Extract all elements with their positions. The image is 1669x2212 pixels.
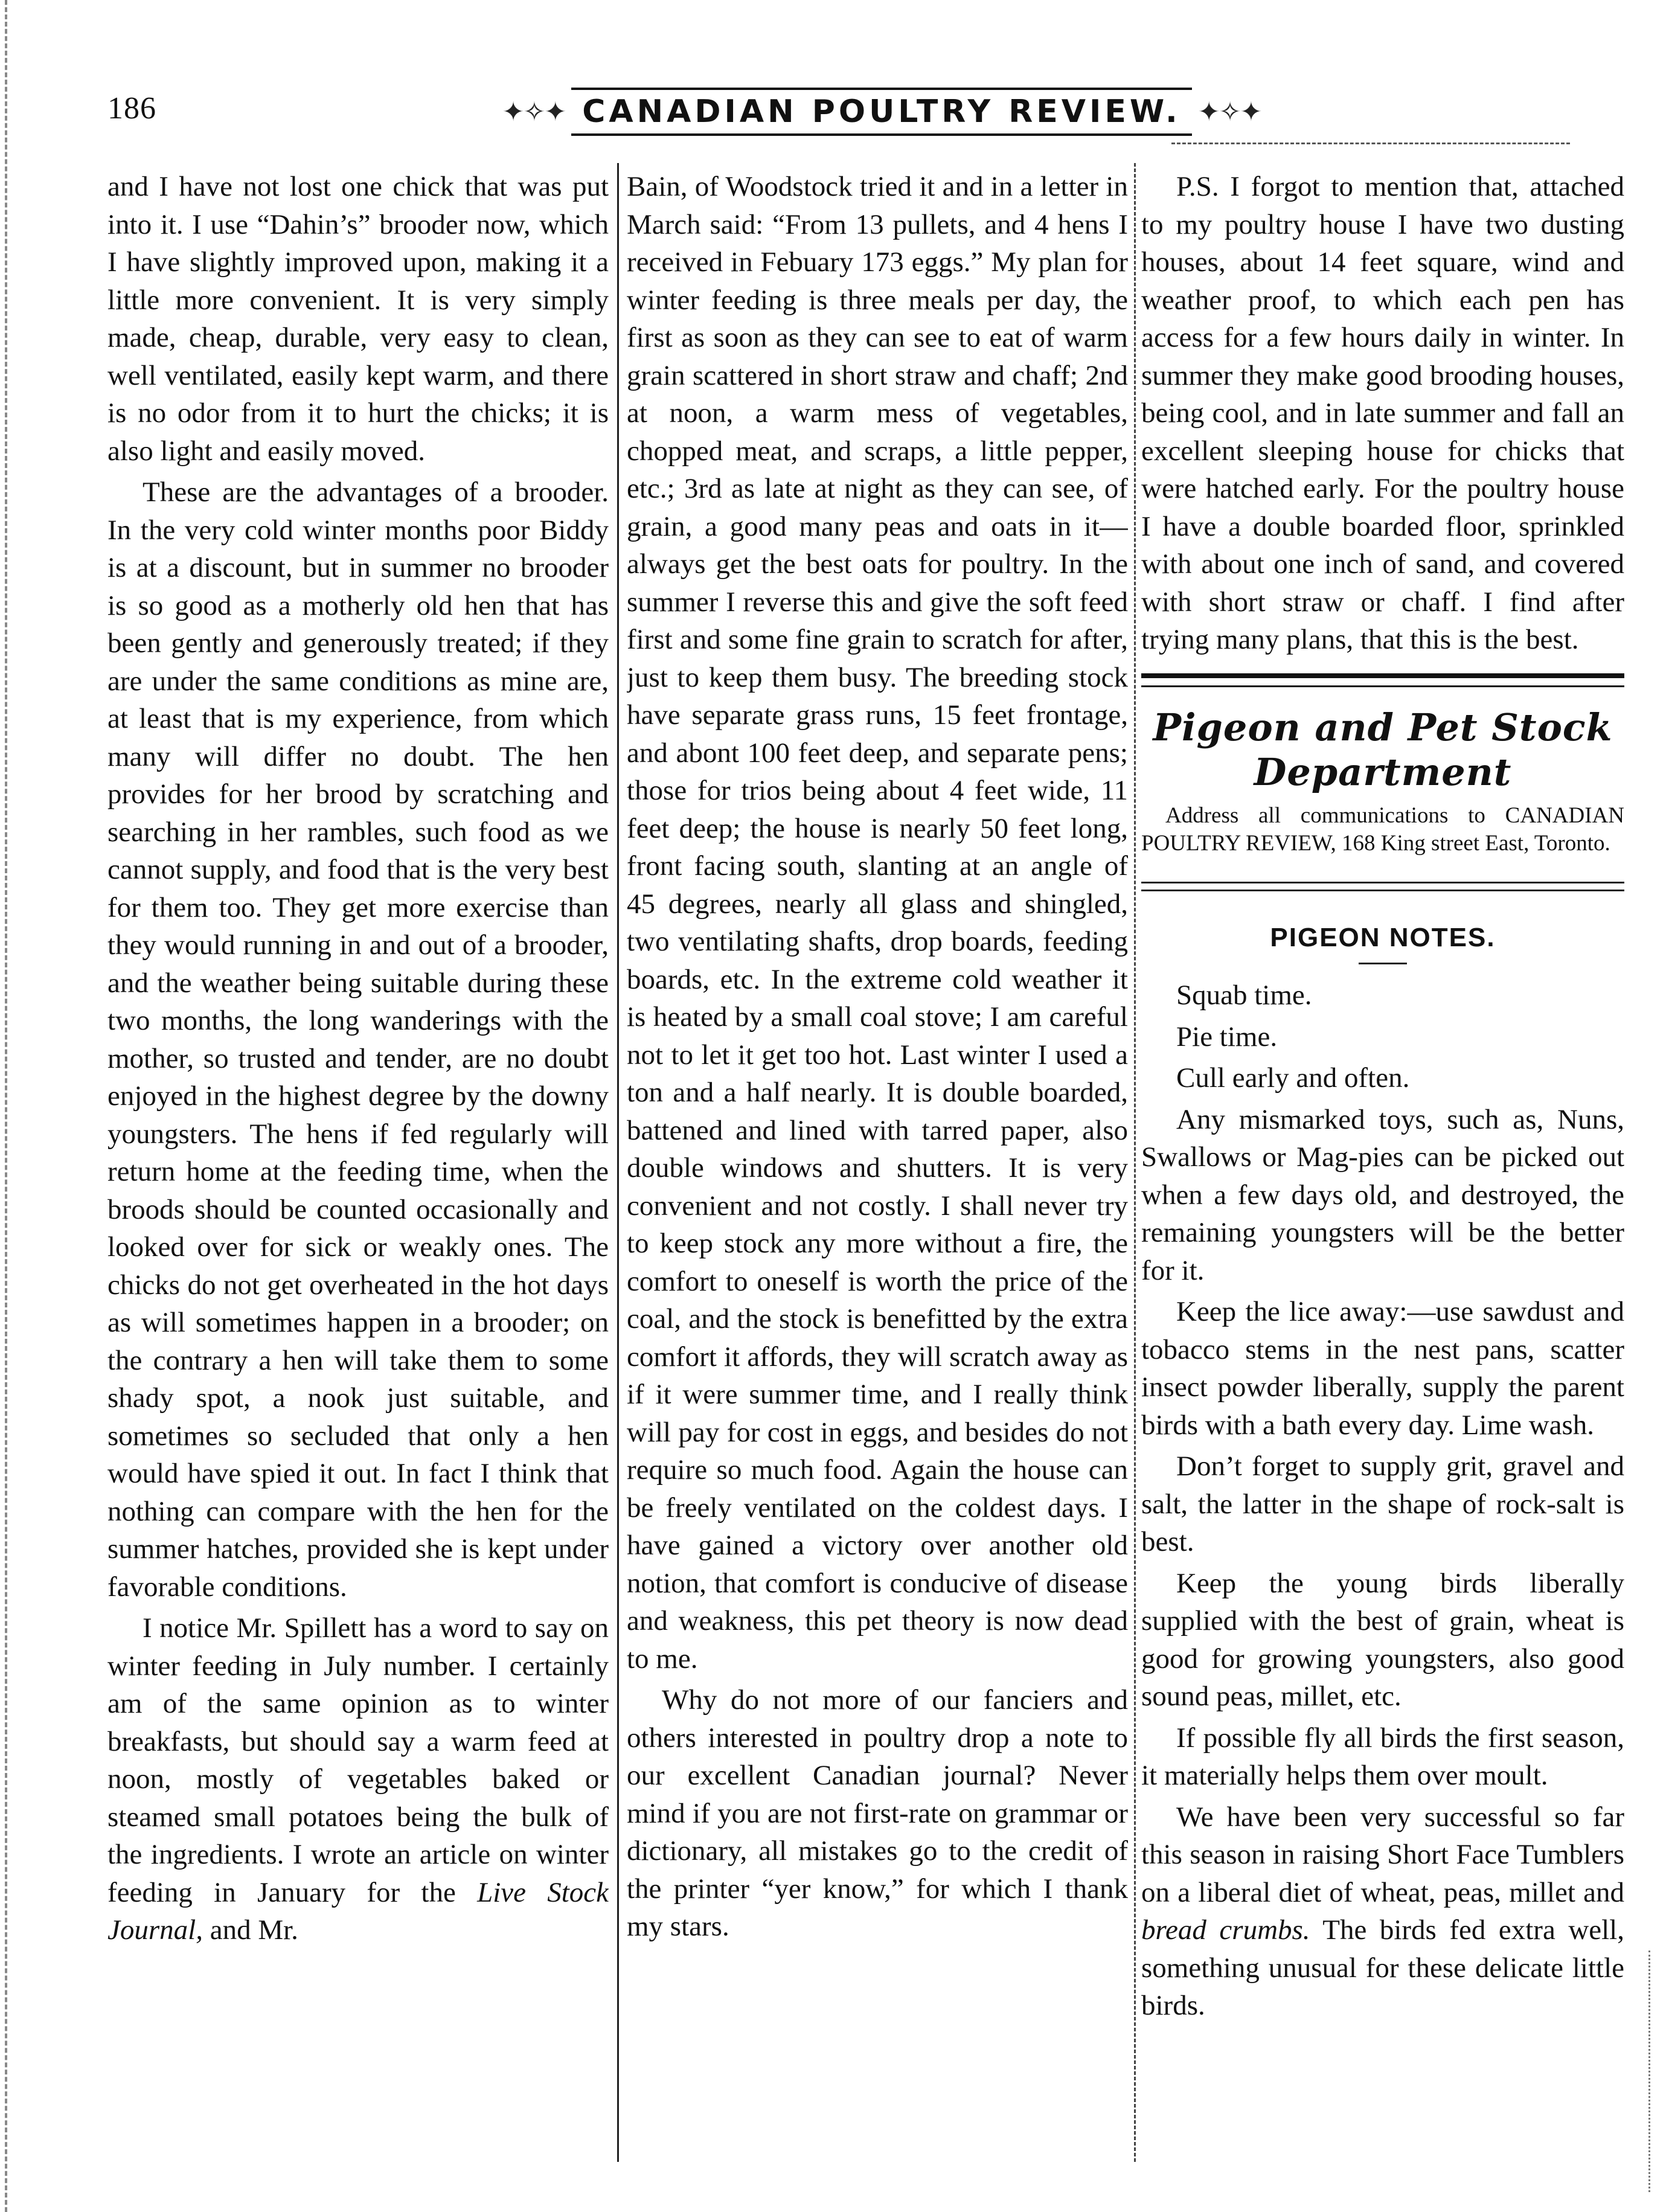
- short-rule: [1359, 963, 1407, 964]
- column-2-paragraph: Bain, of Woodstock tried it and in a letter in March said: “From 13 pullets, and 4 hens I received in Febuary 173 eggs.” My plan for winter feeding is three meals per day, the first as soon as they can see to eat of warm grain scattered in short straw and chaff; 2nd at noon, a warm mess of vegetables, chopped meat, and scraps, a little pepper, etc.; 3rd as late at night as they can see, of grain, a good many peas and oats in it—always get the best oats for poultry. In the summer I reverse this and give the soft feed first and some fine grain to scratch for after, just to keep them busy. The breeding stock have separate grass runs, 15 feet frontage, and abont 100 feet deep, and separate pens; those for trios being about 4 feet wide, 11 feet deep; the house is nearly 50 feet long, front facing south, slanting at an angle of 45 degrees, nearly all glass and shingled, two ventilating shafts, drop boards, feeding boards, etc. In the extreme cold weather it is heated by a small coal stove; I am careful not to let it get too hot. Last winter I used a ton and a half nearly. It is double boarded, battened and lined with tarred paper, also double windows and shutters. It is very convenient and not costly. I shall never try to keep stock any more without a fire, the comfort to oneself is worth the price of the coal, and the stock is benefitted by the extra comfort it affords, they will scratch away as if it were summer time, and I really think will pay for cost in eggs, and besides do not require so much food. Again the house can be freely ventilated on the coldest days. I have gained a victory over another old notion, that comfort is conducive of disease and weakness, this pet theory is now dead to me.: [627, 171, 1128, 1675]
- column-1-tail: and Mr.: [210, 1914, 298, 1946]
- short-note: Squab time.: [1176, 979, 1312, 1011]
- ps-paragraph: P.S. I forgot to mention that, attached to my poultry house I have two dusting houses, about 14 feet square, wind and weather proof, to which each pen has access for a few hours daily in winter. In summer they make good brooding houses, being cool, and in late summer and fall an excellent sleeping house for chicks that were hatched early. For the poultry house I have a double boarded floor, sprinkled with about one inch of sand, and covered with short straw or chaff. I find after trying many plans, that this is the best.: [1141, 171, 1624, 655]
- column-1-paragraph: These are the advantages of a brooder. In the very cold winter months poor Biddy is at a discount, but in summer no brooder is so good as a motherly old hen that has been gently and generously treated; if they are under the same conditions as mine are, at least that is my experience, from which many will differ no doubt. The hen provides for her brood by scratching and searching in her rambles, such food as we cannot supply, and food that is the very best for them too. They get more exercise than they would running in and out of a brooder, and the weather being suitable during these two months, the long wanderings with the mother, so trusted and tender, are no doubt enjoyed in the highest degree by the downy youngsters. The hens if fed regularly will return home at the feeding time, when the broods should be counted occasionally and looked over for sick or weakly ones. The chicks do not get overheated in the hot days as will sometimes happen in a brooder; on the contrary a hen will take them to some shady spot, a nook just suitable, and sometimes so secluded that only a hen would have spied it out. In fact I think that nothing can compare with the hen for the summer hatches, provided she is kept under favorable conditions.: [107, 476, 609, 1603]
- pigeon-note: Don’t forget to supply grit, gravel and salt, the latter in the shape of rock-salt is best.: [1141, 1451, 1624, 1557]
- last-note-emphasis: bread crumbs.: [1141, 1914, 1310, 1946]
- department-rule: [1141, 673, 1624, 687]
- pigeon-note: Keep the young birds liberally supplied with the best of grain, wheat is good for growing youngsters, also good sound peas, millet, etc.: [1141, 1567, 1624, 1712]
- header-rule: [1171, 143, 1570, 144]
- page-edge-marks: [5, 0, 11, 2212]
- section-heading: PIGEON NOTES.: [1270, 922, 1496, 952]
- column-1: [107, 168, 609, 2155]
- masthead-ornament-left: ✦✧✦: [502, 97, 566, 127]
- column-2-paragraph: Why do not more of our fanciers and others interested in poultry drop a note to our excellent Canadian journal? Never mind if you are not first-rate on grammar or dictionary, all mistakes go to the credit of the printer “yer know,” for which I thank my stars.: [627, 1684, 1128, 1942]
- last-note-end: The birds fed extra well, something unusual for these delicate little birds.: [1141, 1914, 1624, 2021]
- page-number: 186: [107, 91, 156, 126]
- department-address: Address all communications to CANADIAN POULTRY REVIEW, 168 King street East, Toronto.: [1141, 803, 1624, 856]
- journal-name: Live Stock Journal,: [107, 1876, 609, 1946]
- column-divider-1: [617, 163, 619, 2162]
- pigeon-note: [1141, 1798, 1624, 2025]
- masthead-title: CANADIAN POULTRY REVIEW.: [571, 88, 1192, 136]
- page-edge-marks-right: [1648, 1951, 1653, 2192]
- column-divider-2: [1134, 163, 1136, 2162]
- short-note: Pie time.: [1176, 1021, 1278, 1053]
- column-1-paragraph: and I have not lost one chick that was put into it. I use “Dahin’s” brooder now, which I have slightly improved upon, making it a little more convenient. It is very simply made, cheap, durable, very easy to clean, well ventilated, easily kept warm, and there is no odor from it to hurt the chicks; it is also light and easily moved.: [107, 171, 609, 467]
- short-note: Cull early and often.: [1176, 1062, 1410, 1094]
- pigeon-note: Any mismarked toys, such as, Nuns, Swallows or Mag-pies can be picked out when a few days old, and destroyed, the remaining youngsters will be the better for it.: [1141, 1103, 1624, 1286]
- column-2: [627, 168, 1128, 2155]
- department-heading: Pigeon and Pet Stock Department: [1153, 705, 1613, 794]
- last-note-start: We have been very successful so far this season in raising Short Face Tumblers on a liberal diet of wheat, peas, millet and: [1141, 1801, 1624, 1908]
- masthead: [502, 79, 1261, 145]
- pigeon-note: If possible fly all birds the first season, it materially helps them over moult.: [1141, 1722, 1624, 1791]
- column-1-paragraph: [107, 1609, 609, 1949]
- section-double-rule: [1141, 882, 1624, 891]
- column-1-paragraph-text: I notice Mr. Spillett has a word to say on winter feeding in July number. I certainly am of the same opinion as to winter breakfasts, but should say a warm feed at noon, mostly of vegetables baked or steamed small potatoes being the bulk of the ingredients. I wrote an article on winter feeding in January for the: [107, 1612, 609, 1908]
- column-3: [1141, 168, 1624, 2155]
- masthead-ornament-right: ✦✧✦: [1197, 97, 1261, 127]
- pigeon-note: Keep the lice away:—use sawdust and tobacco stems in the nest pans, scatter insect powder liberally, supply the parent birds with a bath every day. Lime wash.: [1141, 1296, 1624, 1441]
